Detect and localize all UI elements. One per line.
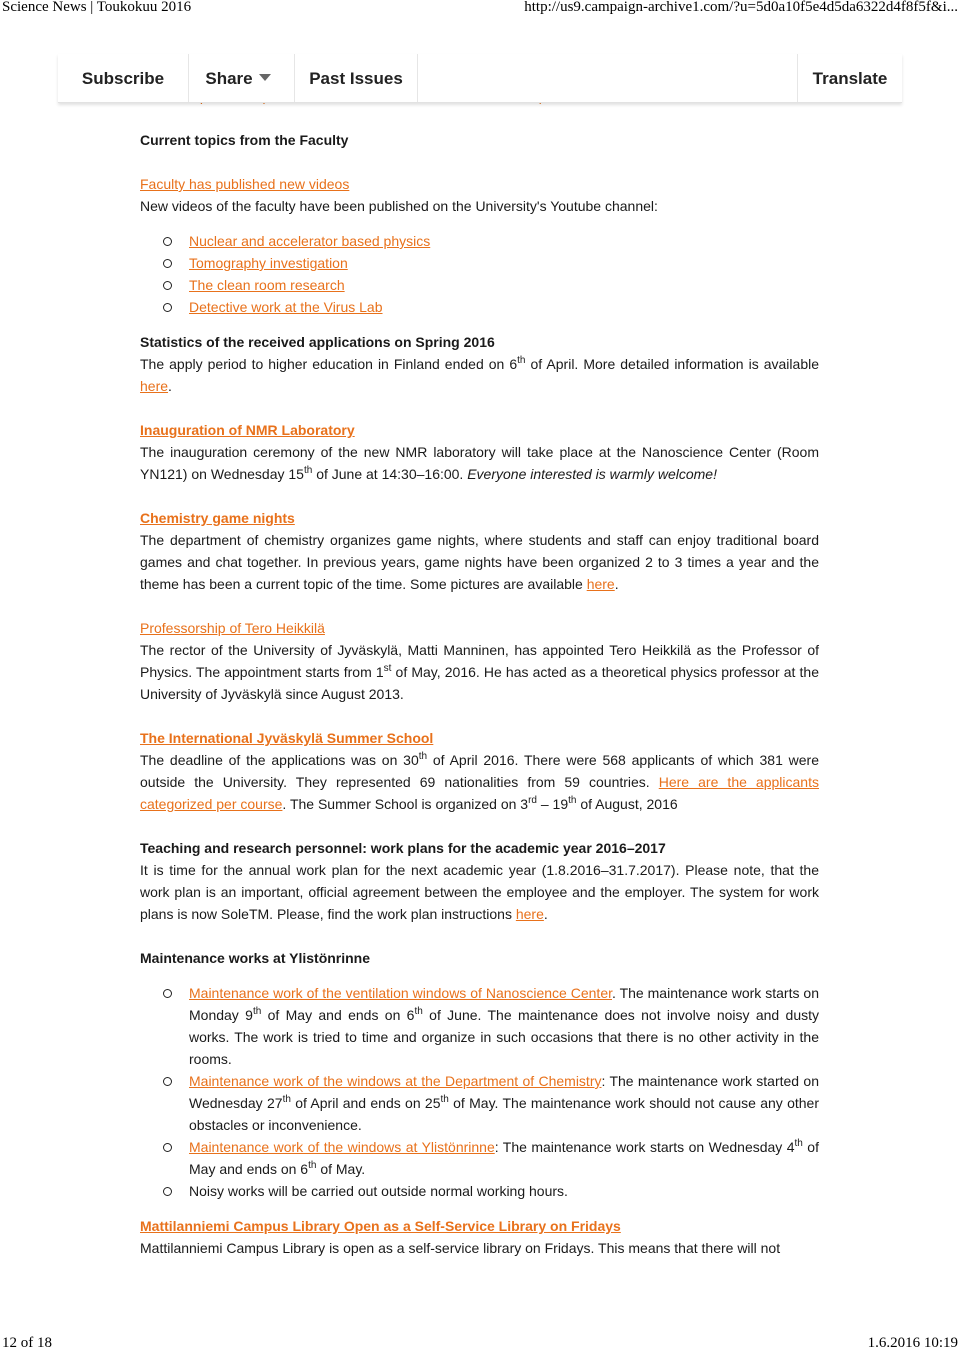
past-issues-button[interactable]: Past Issues bbox=[294, 54, 418, 102]
work-plans-here-link[interactable]: here bbox=[515, 906, 544, 922]
chemistry-here-link[interactable]: here bbox=[586, 576, 615, 592]
library-text: Mattilanniemi Campus Library is open as a self-service library on Fridays. This means that there will not bbox=[140, 1240, 781, 1256]
print-footer bbox=[0, 1333, 960, 1353]
newsletter-content bbox=[140, 129, 819, 1259]
videos-title-link[interactable]: Faculty has published new videos bbox=[140, 176, 350, 192]
nmr-text: The inauguration ceremony of the new NMR laboratory will take place at the Nanoscience Center (Room YN121) on Wednesday 15th of June at 14:30–16:00. Everyone interested is warmly welcome! bbox=[140, 444, 819, 482]
print-page-url: http://us9.campaign-archive1.com/?u=5d0a10f5e4d5da6322d4f8f5f&i... bbox=[524, 0, 958, 15]
video-link-virus-lab[interactable]: Detective work at the Virus Lab bbox=[189, 299, 383, 315]
work-plans-heading: Teaching and research personnel: work plans for the academic year 2016–2017 bbox=[140, 840, 666, 856]
summer-school-text: The deadline of the applications was on 30th of April 2016. There were 568 applicants of which 381 were outside the University. They represented 69 nationalities from 59 countries. Here are the applicants categorized per course. The Summer School is organized on 3rd – 19th of August, 2016 bbox=[140, 751, 820, 812]
professorship-title-link[interactable]: Professorship of Tero Heikkilä bbox=[140, 620, 325, 636]
list-item bbox=[189, 252, 819, 274]
nmr-title-link[interactable]: Inauguration of NMR Laboratory bbox=[140, 422, 355, 438]
translate-button[interactable]: Translate bbox=[797, 54, 902, 102]
professorship-text: The rector of the University of Jyväskylä, Matti Manninen, has appointed Tero Heikkilä as the Professor of Physics. The appointment starts from 1st of May, 2016. He has acted as a theoretical physics professor at the University of Jyväskylä since August 2013. bbox=[140, 642, 819, 702]
work-plans-text: It is time for the annual work plan for the next academic year (1.8.2016–31.7.2017). Please note, that the work plan is an important, official agreement between the employee and the employer. The system for work plans is now SoleTM. Please, find the work plan instructions here. bbox=[140, 862, 819, 922]
subscribe-button[interactable]: Subscribe bbox=[58, 54, 189, 102]
print-header bbox=[0, 0, 960, 20]
section-heading-current-topics: Current topics from the Faculty bbox=[140, 132, 349, 148]
summer-school-title-link[interactable]: The International Jyväskylä Summer School bbox=[140, 730, 434, 746]
maintenance-heading: Maintenance works at Ylistönrinne bbox=[140, 950, 371, 966]
maintenance-ylistonrinne-link[interactable]: Maintenance work of the windows at Ylistönrinne bbox=[189, 1139, 495, 1155]
print-datetime: 1.6.2016 10:19 bbox=[867, 1335, 958, 1351]
chemistry-text: The department of chemistry organizes game nights, where students and staff can enjoy traditional board games and chat together. In previous years, game nights have been organized 2 to 3 times a year and the theme has been a current topic of the time. Some pictures are available here. bbox=[140, 532, 819, 592]
video-link-tomography[interactable]: Tomography investigation bbox=[189, 255, 348, 271]
maintenance-chemistry-link[interactable]: Maintenance work of the windows at the Department of Chemistry bbox=[189, 1073, 602, 1089]
list-item bbox=[189, 230, 819, 252]
video-list bbox=[140, 230, 819, 318]
list-item: Maintenance work of the windows at the Department of Chemistry: The maintenance work started on Wednesday 27th of April and ends on 25th of May. The maintenance work should not cause any other obstacles or inconvenience. bbox=[189, 1070, 819, 1136]
list-item: Maintenance work of the windows at Ylistönrinne: The maintenance work starts on Wednesday 4th of May and ends on 6th of May. bbox=[189, 1136, 819, 1180]
noisy-works-text: Noisy works will be carried out outside normal working hours. bbox=[189, 1183, 568, 1199]
stats-here-link[interactable]: here bbox=[140, 378, 169, 394]
print-page-number: 12 of 18 bbox=[2, 1335, 52, 1351]
applicants-link[interactable]: Here are the applicants categorized per course bbox=[140, 774, 819, 812]
share-button[interactable] bbox=[188, 54, 288, 102]
chevron-down-icon bbox=[259, 74, 271, 81]
list-item bbox=[189, 296, 819, 318]
print-page-title: Science News | Toukokuu 2016 bbox=[2, 0, 192, 15]
newsletter-toolbar bbox=[58, 54, 902, 103]
list-item bbox=[189, 274, 819, 296]
list-item: Maintenance work of the ventilation windows of Nanoscience Center. The maintenance work starts on Monday 9th of May and ends on 6th of June. The maintenance does not involve noisy and dusty works. The work is tried to time and organize in such occasions that there is no other activity in the rooms. bbox=[189, 982, 819, 1070]
videos-text: New videos of the faculty have been published on the University's Youtube channel: bbox=[140, 198, 658, 214]
maintenance-list bbox=[140, 982, 819, 1202]
video-link-nuclear[interactable]: Nuclear and accelerator based physics bbox=[189, 233, 431, 249]
chemistry-title-link[interactable]: Chemistry game nights bbox=[140, 510, 295, 526]
stats-text: The apply period to higher education in Finland ended on 6th of April. More detailed information is available here. bbox=[140, 355, 819, 394]
list-item bbox=[189, 1180, 819, 1202]
stats-heading: Statistics of the received applications on Spring 2016 bbox=[140, 334, 495, 350]
maintenance-ventilation-link[interactable]: Maintenance work of the ventilation windows of Nanoscience Center bbox=[189, 985, 612, 1001]
library-title-link[interactable]: Mattilanniemi Campus Library Open as a Self-Service Library on Fridays bbox=[140, 1218, 621, 1234]
share-label: Share bbox=[205, 69, 253, 88]
video-link-clean-room[interactable]: The clean room research bbox=[189, 277, 345, 293]
